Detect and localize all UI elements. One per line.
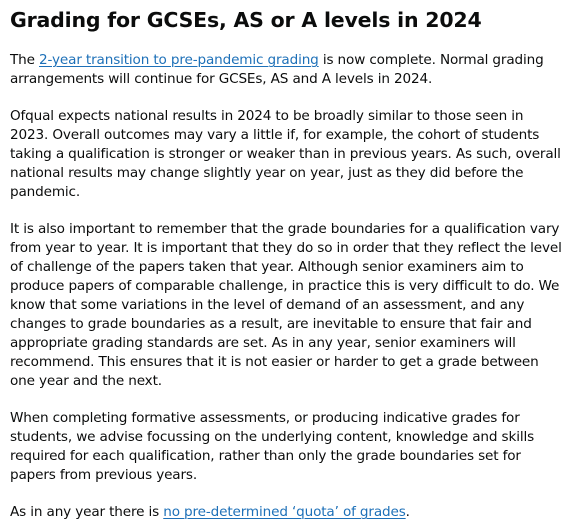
paragraph-quota (10, 503, 565, 522)
paragraph-quota-text-after: . (405, 504, 410, 520)
paragraph-quota-text-before: As in any year there is (10, 504, 164, 520)
paragraph-national-results: Ofqual expects national results in 2024 to be broadly similar to those seen in 2023. Overall outcomes may vary a little if, for example, the cohort of students taking a qualification is stronger or weaker than in previous years. As such, overall national results may change slightly year on year, just as they did before the pandemic. (10, 108, 561, 200)
paragraph-grade-boundaries: It is also important to remember that the grade boundaries for a qualification vary from year to year. It is important that they do so in order that they reflect the level of challenge of the papers taken that year. Although senior examiners aim to produce papers of comparable challenge, in practice this is very difficult to do. We know that some variations in the level of demand of an assessment, and any changes to grade boundaries as a result, are inevitable to ensure that fair and appropriate grading standards are set. As in any year, senior examiners will recommend. This ensures that it is not easier or harder to get a grade between one year and the next. (10, 221, 562, 389)
paragraph-transition (10, 51, 565, 89)
page-title: Grading for GCSEs, AS or A levels in 2024 (10, 8, 482, 32)
quota-of-grades-link[interactable]: no pre-determined ‘quota’ of grades (163, 504, 406, 520)
paragraph-transition-text-after: is now complete. Normal grading arrangements will continue for GCSEs, AS and A levels in 2024. (10, 52, 544, 87)
transition-grading-link[interactable]: 2-year transition to pre-pandemic grading (39, 52, 319, 68)
paragraph-transition-text-before: The (10, 52, 40, 68)
paragraph-formative-assessments: When completing formative assessments, or producing indicative grades for students, we advise focussing on the underlying content, knowledge and skills required for each qualification, rather than only the grade boundaries set for papers from previous years. (10, 410, 535, 483)
